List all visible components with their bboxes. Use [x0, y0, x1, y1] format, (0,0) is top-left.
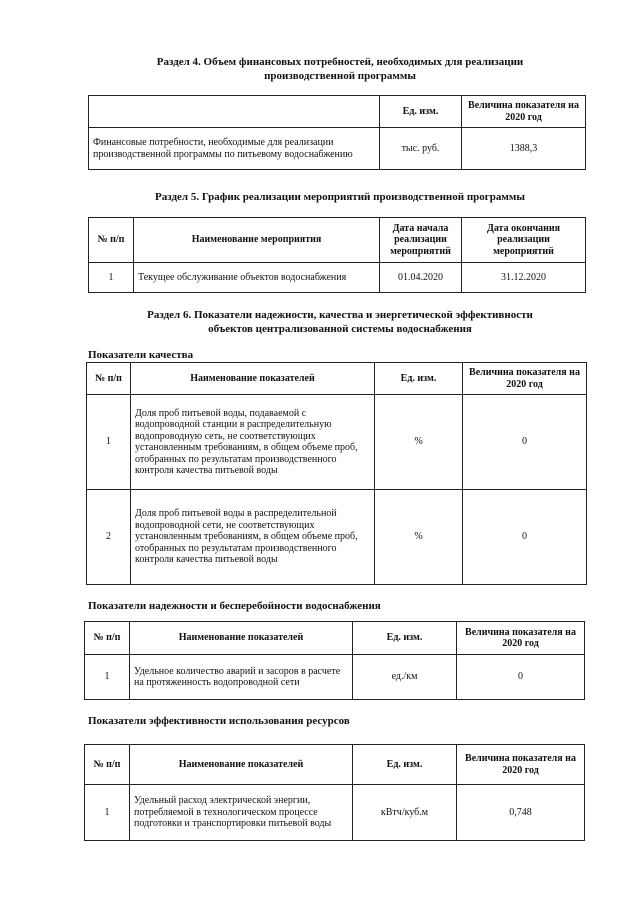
section4-title-line1: Раздел 4. Объем финансовых потребностей, необходимых для реализации: [156, 56, 524, 68]
financial-needs-value: 1388,3: [462, 128, 586, 170]
end-date: 31.12.2020: [462, 263, 586, 293]
row-num: 1: [87, 395, 131, 490]
table-row: [85, 655, 585, 700]
table-row: [87, 395, 587, 490]
financial-needs-table: [88, 95, 586, 170]
header-value: Величина показателя на 2020 год: [457, 745, 585, 785]
reliability-subtitle: Показатели надежности и бесперебойности водоснабжения: [88, 600, 381, 612]
table-row: [89, 263, 586, 293]
quality-table: [86, 362, 587, 585]
row-num: 1: [85, 655, 130, 700]
indicator-unit: кВтч/куб.м: [353, 785, 457, 841]
financial-needs-unit: тыс. руб.: [380, 128, 462, 170]
indicator-name: Доля проб питьевой воды в распределительной водопроводной сети, не соответствующих установленным требованиям, в общем объеме проб, отобранных по результатам производственного контроля качества питьевой воды: [131, 490, 375, 585]
indicator-name: Удельный расход электрической энергии, потребляемой в технологическом процессе подготовки и транспортировки питьевой воды: [130, 785, 353, 841]
section4-title: [80, 55, 600, 83]
header-start-date: Дата начала реализации мероприятий: [380, 218, 462, 263]
header-value: Величина показателя на 2020 год: [457, 622, 585, 655]
header-end-date: Дата окончания реализации мероприятий: [462, 218, 586, 263]
header-unit: Ед. изм.: [353, 622, 457, 655]
header-num: № п/п: [85, 745, 130, 785]
indicator-unit: %: [375, 395, 463, 490]
quality-subtitle: Показатели качества: [88, 349, 194, 361]
financial-needs-name: Финансовые потребности, необходимые для реализации производственной программы по питьевому водоснабжению: [89, 128, 380, 170]
activity-name: Текущее обслуживание объектов водоснабжения: [134, 263, 380, 293]
section6-title-line2: объектов централизованной системы водоснабжения: [208, 323, 472, 335]
header-num: № п/п: [89, 218, 134, 263]
table-row: [87, 490, 587, 585]
indicator-value: 0,748: [457, 785, 585, 841]
header-value: Величина показателя на 2020 год: [463, 363, 587, 395]
indicator-name: Удельное количество аварий и засоров в расчете на протяженность водопроводной сети: [130, 655, 353, 700]
header-name: Наименование мероприятия: [134, 218, 380, 263]
row-num: 1: [89, 263, 134, 293]
efficiency-table: [84, 744, 585, 841]
indicator-unit: ед./км: [353, 655, 457, 700]
reliability-table: [84, 621, 585, 700]
header-blank: [89, 96, 380, 128]
header-name: Наименование показателей: [130, 745, 353, 785]
section4-title-line2: производственной программы: [264, 70, 416, 82]
efficiency-subtitle: Показатели эффективности использования ресурсов: [88, 715, 350, 727]
indicator-unit: %: [375, 490, 463, 585]
row-num: 1: [85, 785, 130, 841]
header-value: Величина показателя на 2020 год: [462, 96, 586, 128]
header-unit: Ед. изм.: [380, 96, 462, 128]
indicator-name: Доля проб питьевой воды, подаваемой с водопроводной станции в распределительную водопроводную сеть, не соответствующих установленным требованиям, в общем объеме проб, отобранных по результатам производственного контроля качества питьевой воды: [131, 395, 375, 490]
indicator-value: 0: [463, 490, 587, 585]
header-unit: Ед. изм.: [375, 363, 463, 395]
table-row: [89, 128, 586, 170]
header-name: Наименование показателей: [130, 622, 353, 655]
header-num: № п/п: [87, 363, 131, 395]
schedule-table: [88, 217, 586, 293]
header-name: Наименование показателей: [131, 363, 375, 395]
section6-title-line1: Раздел 6. Показатели надежности, качества и энергетической эффективности: [147, 309, 533, 321]
table-row: [85, 785, 585, 841]
indicator-value: 0: [457, 655, 585, 700]
indicator-value: 0: [463, 395, 587, 490]
row-num: 2: [87, 490, 131, 585]
section5-title: Раздел 5. График реализации мероприятий производственной программы: [155, 191, 525, 203]
header-unit: Ед. изм.: [353, 745, 457, 785]
start-date: 01.04.2020: [380, 263, 462, 293]
header-num: № п/п: [85, 622, 130, 655]
section6-title: [80, 308, 600, 336]
